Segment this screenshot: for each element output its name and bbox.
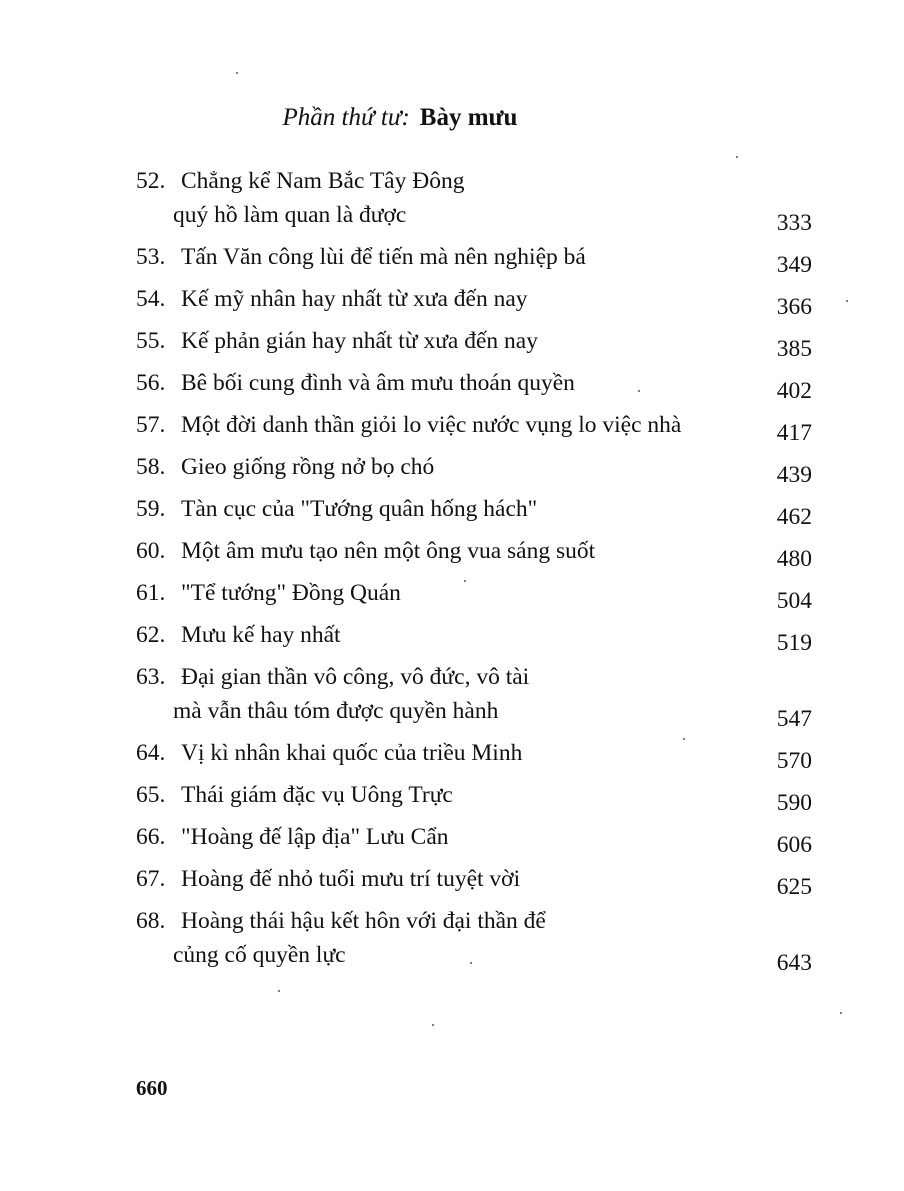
toc-entry-number: 56. [136, 370, 166, 396]
scan-speck [470, 962, 472, 964]
toc-entry [136, 904, 812, 980]
toc-entry-number: 55. [136, 328, 166, 354]
toc-entry-title-continued: mà vẫn thâu tóm được quyền hành [173, 698, 499, 724]
toc-entry [136, 820, 812, 862]
toc-entry-page: 590 [776, 790, 812, 816]
toc-entry [136, 450, 812, 492]
toc-entry-number: 63. [136, 664, 166, 690]
toc-entry [136, 778, 812, 820]
toc-entry-number: 53. [136, 244, 166, 270]
toc-entry-title: Kế phản gián hay nhất từ xưa đến nay [181, 328, 538, 354]
toc-entry-number: 67. [136, 866, 166, 892]
toc-entry-number: 64. [136, 740, 166, 766]
toc-entry [136, 324, 812, 366]
toc-entry-page: 366 [776, 294, 812, 320]
toc-entry-page: 519 [776, 630, 812, 656]
toc-entry-title: Một đời danh thần giỏi lo việc nước vụng lo việc nhà [181, 412, 682, 438]
toc-entry-page: 547 [776, 706, 812, 732]
toc-entry-number: 65. [136, 782, 166, 808]
scan-speck [846, 300, 848, 302]
toc-entry-title: Hoàng đế nhỏ tuổi mưu trí tuyệt vời [181, 866, 521, 892]
scan-speck [736, 156, 738, 158]
toc-entry [136, 618, 812, 660]
toc-entry-page: 385 [776, 336, 812, 362]
toc-entry-title: Thái giám đặc vụ Uông Trực [181, 782, 453, 808]
toc-entry-number: 59. [136, 496, 166, 522]
toc-entry-title: Một âm mưu tạo nên một ông vua sáng suốt [181, 538, 596, 564]
toc-entry-page: 570 [776, 748, 812, 774]
toc-entry-title: Tàn cục của "Tướng quân hống hách" [181, 496, 538, 522]
toc-entry-number: 61. [136, 580, 166, 606]
scan-speck [236, 72, 238, 74]
toc-entry-number: 58. [136, 454, 166, 480]
toc-entry [136, 408, 812, 450]
toc-entry [136, 492, 812, 534]
toc-entry-title: Kế mỹ nhân hay nhất từ xưa đến nay [181, 286, 528, 312]
toc-entry-page: 480 [776, 546, 812, 572]
table-of-contents [136, 164, 812, 980]
scan-speck [464, 580, 466, 582]
toc-entry-title: "Tể tướng" Đồng Quán [181, 580, 401, 606]
toc-entry-title-continued: quý hồ làm quan là được [173, 202, 407, 228]
toc-entry [136, 660, 812, 736]
toc-entry-page: 402 [776, 378, 812, 404]
toc-entry-number: 52. [136, 168, 166, 194]
section-heading [0, 104, 800, 132]
scan-speck [638, 390, 640, 392]
toc-entry-page: 333 [776, 210, 812, 236]
toc-entry-page: 606 [776, 832, 812, 858]
toc-entry-number: 66. [136, 824, 166, 850]
toc-entry-page: 439 [776, 462, 812, 488]
scan-speck [840, 1012, 842, 1014]
toc-entry-title: Đại gian thần vô công, vô đức, vô tài [181, 664, 530, 690]
toc-entry-title: Tấn Văn công lùi để tiến mà nên nghiệp bá [181, 244, 586, 270]
toc-entry [136, 164, 812, 240]
scan-speck [278, 990, 280, 992]
toc-entry [136, 736, 812, 778]
section-title: Bày mưu [419, 104, 518, 131]
toc-entry-number: 62. [136, 622, 166, 648]
toc-entry [136, 282, 812, 324]
toc-entry [136, 534, 812, 576]
toc-entry-title: "Hoàng đế lập địa" Lưu Cẩn [181, 824, 449, 850]
toc-entry-title: Mưu kế hay nhất [181, 622, 341, 648]
toc-entry-number: 60. [136, 538, 166, 564]
toc-entry [136, 240, 812, 282]
toc-entry-title-continued: củng cố quyền lực [173, 942, 346, 968]
toc-entry-page: 504 [776, 588, 812, 614]
section-part-label: Phần thứ tư: [282, 104, 410, 131]
toc-entry-number: 68. [136, 908, 166, 934]
toc-entry [136, 576, 812, 618]
toc-entry-title: Gieo giống rồng nở bọ chó [181, 454, 435, 480]
toc-entry-number: 57. [136, 412, 166, 438]
toc-entry-page: 417 [776, 420, 812, 446]
toc-entry-title: Vị kì nhân khai quốc của triều Minh [181, 740, 523, 766]
toc-entry-number: 54. [136, 286, 166, 312]
toc-entry-page: 625 [776, 874, 812, 900]
toc-entry-page: 643 [776, 950, 812, 976]
toc-entry-page: 349 [776, 252, 812, 278]
page-number: 660 [136, 1076, 168, 1100]
toc-entry-title: Hoàng thái hậu kết hôn với đại thần để [181, 908, 546, 934]
toc-entry [136, 862, 812, 904]
scan-speck [432, 1024, 434, 1026]
toc-entry [136, 366, 812, 408]
toc-entry-page: 462 [776, 504, 812, 530]
toc-entry-title: Bê bối cung đình và âm mưu thoán quyền [181, 370, 575, 396]
toc-entry-title: Chẳng kể Nam Bắc Tây Đông [181, 168, 465, 194]
scan-speck [683, 738, 685, 740]
